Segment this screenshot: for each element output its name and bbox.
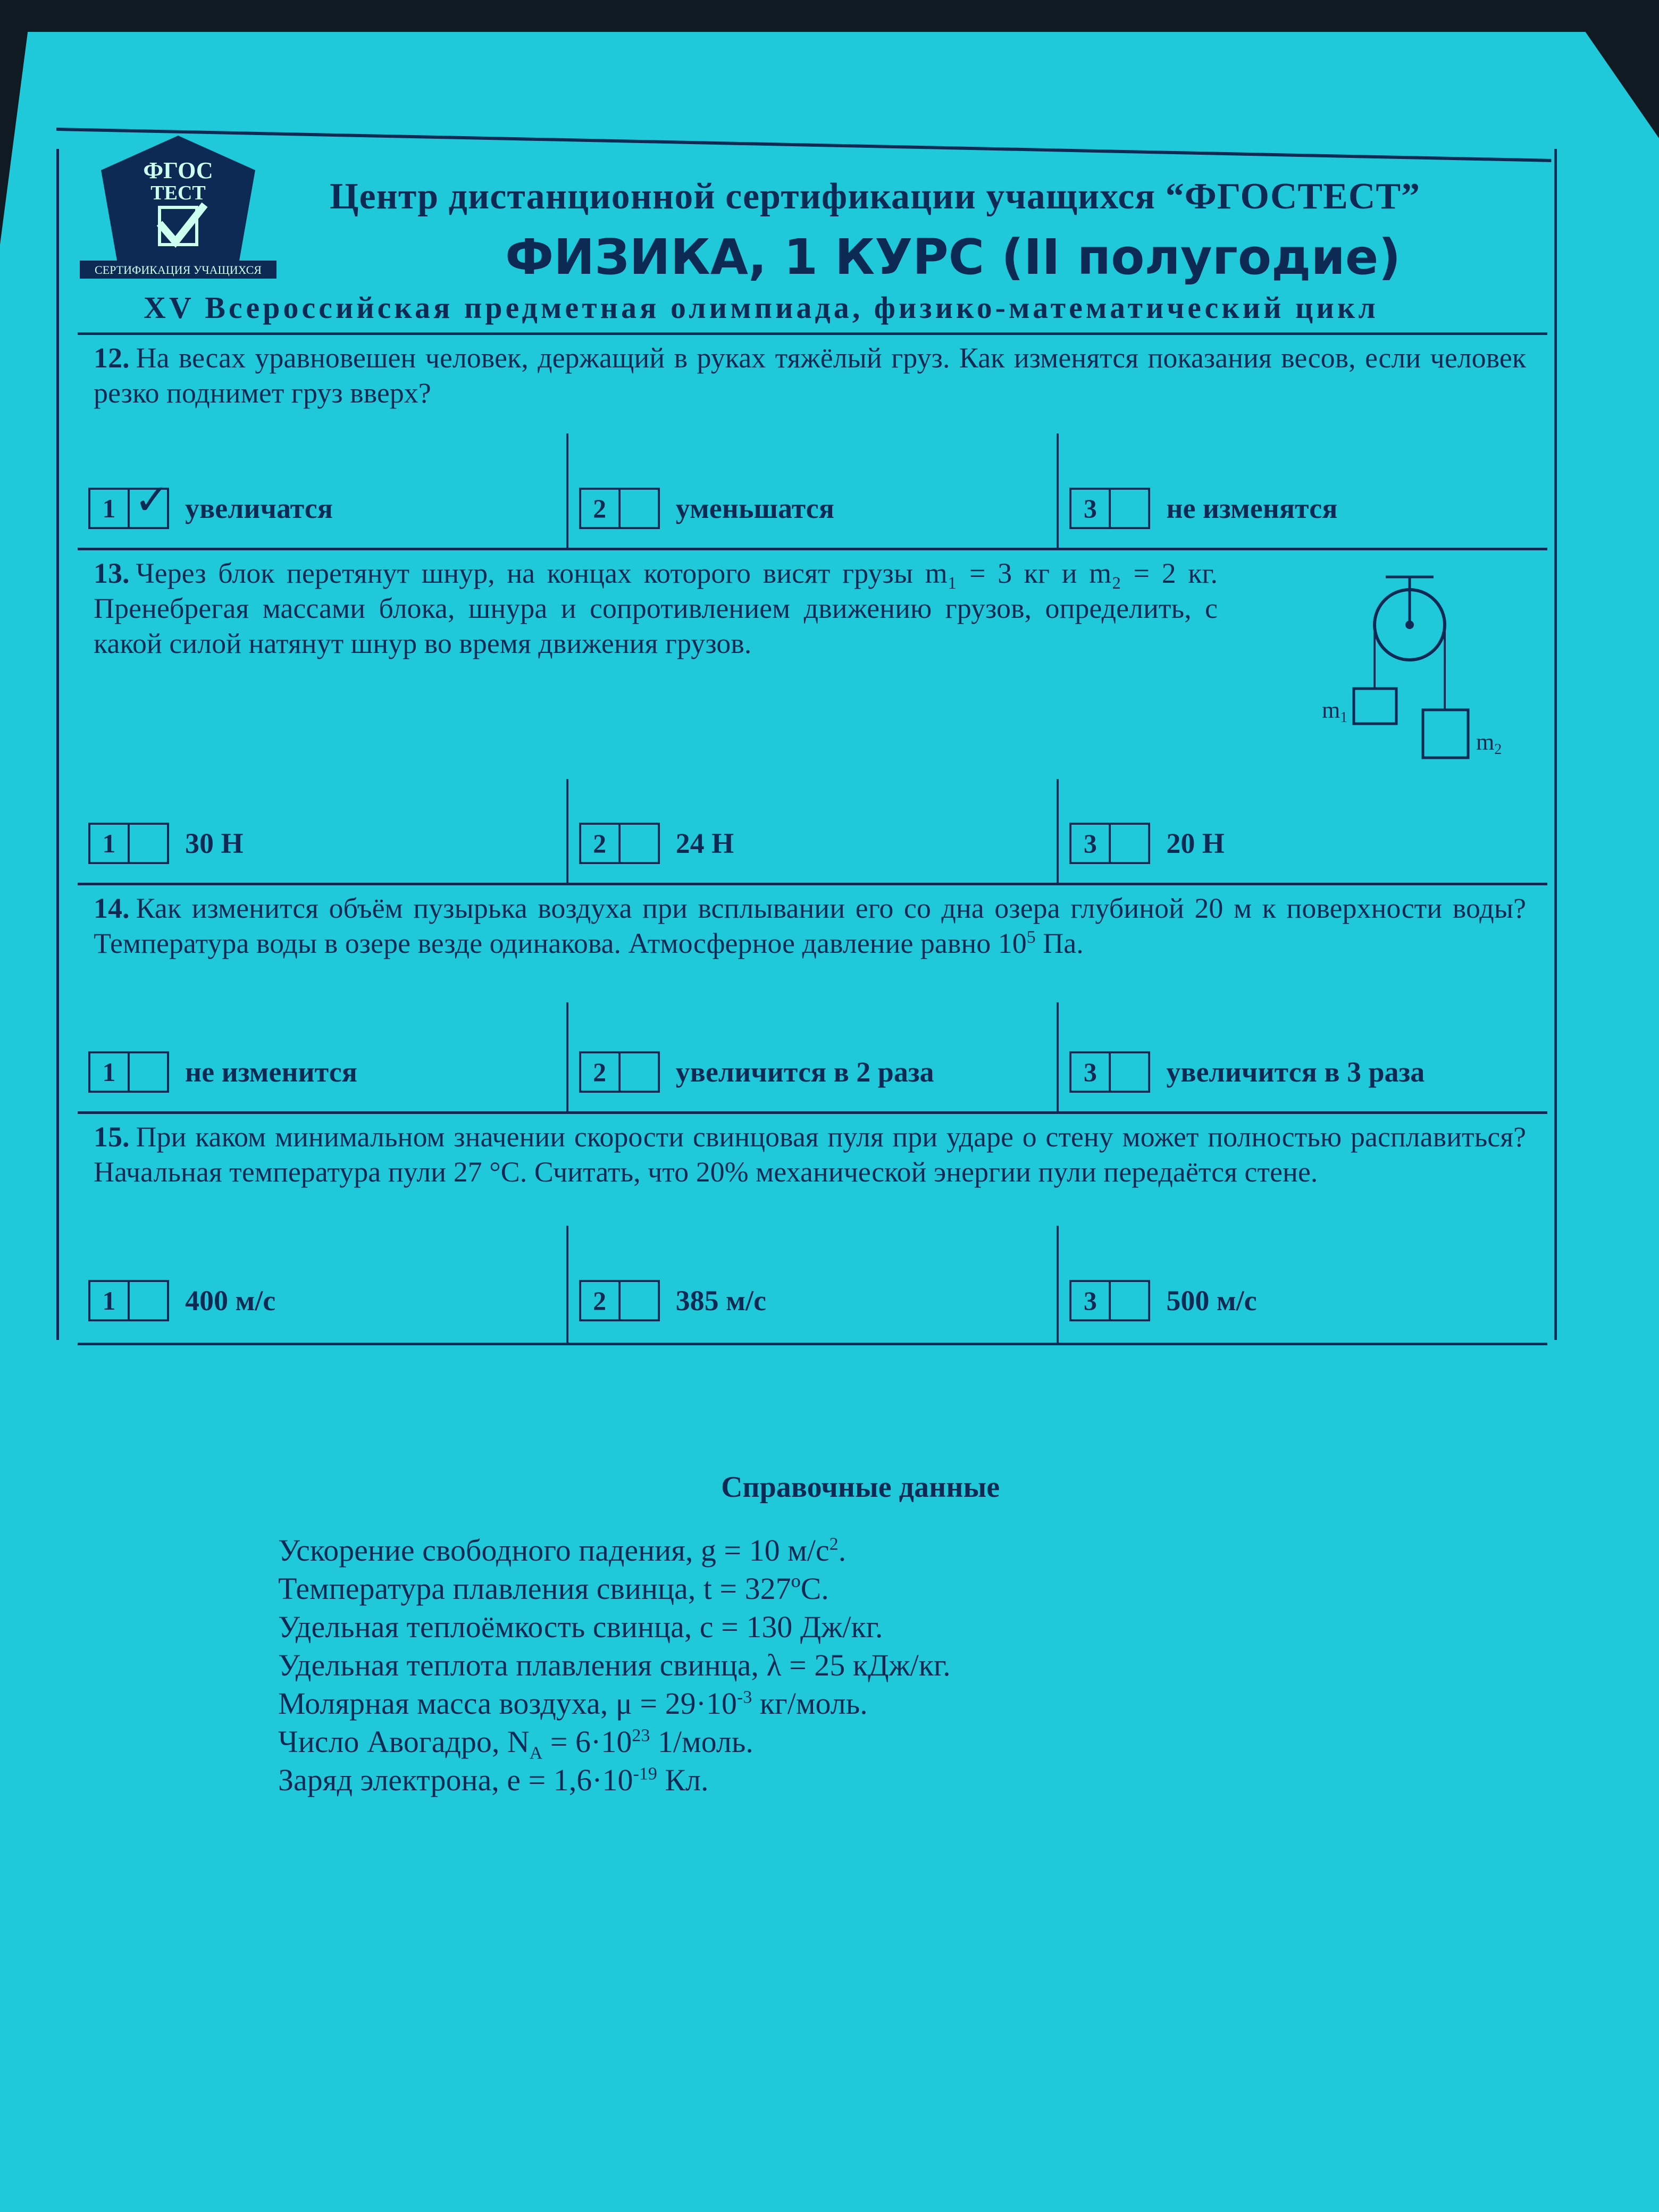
answer-checkbox[interactable]: [130, 477, 170, 529]
answer-option-1[interactable]: [78, 1002, 566, 1114]
option-number: 3: [1069, 1280, 1111, 1321]
answer-checkbox[interactable]: [621, 1280, 660, 1321]
option-number: 2: [579, 1280, 621, 1321]
question-number: 12.: [94, 342, 130, 374]
background-dark-right: [1563, 0, 1659, 138]
svg-text:СЕРТИФИКАЦИЯ УЧАЩИХСЯ: СЕРТИФИКАЦИЯ УЧАЩИХСЯ: [95, 263, 262, 276]
option-label: уменьшатся: [675, 492, 834, 524]
fgos-logo: [80, 133, 276, 282]
checkmark-icon: ✓: [134, 477, 170, 524]
question-text: При каком минимальном значении скорости свинцовая пуля при ударе о стену может полностью расплавиться? Начальная температура пули 27 °С. Считать, что 20% механической энергии пули передаётся стене.: [94, 1121, 1526, 1188]
question-14: [78, 883, 1547, 1114]
option-number: 3: [1069, 823, 1111, 864]
pressure-value: 10: [998, 927, 1027, 959]
option-label: 24 Н: [675, 827, 734, 859]
question-text: Как изменится объём пузырька воздуха при всплывании его со дна озера глубиной 20 м к поверхности воды? Температура воды в озере везде одинакова. Атмосферное давление равно: [94, 892, 1526, 959]
center-name: Центр дистанционной сертификации учащихся “ФГОСТЕСТ”: [330, 176, 1421, 217]
answer-option-2[interactable]: [566, 1226, 1057, 1343]
option-label: увеличатся: [185, 492, 333, 524]
answer-option-3[interactable]: [1057, 1002, 1547, 1114]
answer-option-3[interactable]: [1057, 433, 1547, 550]
background-dark-top: [0, 0, 1659, 32]
answer-option-1[interactable]: [78, 1226, 566, 1343]
answer-checkbox[interactable]: [130, 1280, 169, 1321]
answer-checkbox[interactable]: [1111, 1051, 1150, 1093]
question-number: 13.: [94, 557, 130, 589]
svg-text:ТЕСТ: ТЕСТ: [150, 182, 206, 204]
option-label: не изменится: [185, 1056, 357, 1088]
question-13: [78, 548, 1547, 885]
question-number: 15.: [94, 1121, 130, 1153]
answer-checkbox[interactable]: [621, 1051, 660, 1093]
answer-checkbox[interactable]: [1111, 1280, 1150, 1321]
reference-line: Молярная масса воздуха, $\mu = 29\cdot 10^{-3}$ кг/моль.: [278, 1686, 868, 1721]
option-label: 500 м/с: [1166, 1285, 1257, 1317]
answer-checkbox[interactable]: [1111, 823, 1150, 864]
option-label: 385 м/с: [675, 1285, 766, 1317]
page-title: ФИЗИКА, 1 КУРС (II полугодие): [505, 229, 1401, 286]
pulley-diagram: [1301, 566, 1545, 779]
answer-option-3[interactable]: [1057, 1226, 1547, 1343]
option-number: 2: [579, 823, 621, 864]
option-label: 20 Н: [1166, 827, 1225, 859]
svg-text:m2: m2: [1476, 729, 1502, 758]
svg-text:m1: m1: [1322, 697, 1348, 726]
reference-line: Число Авогадро, $N_A = 6\cdot 10^{23}$ 1/моль.: [278, 1724, 753, 1763]
background-dark-left: [0, 0, 32, 245]
answer-option-2[interactable]: [566, 779, 1057, 885]
option-label: увеличится в 3 раза: [1166, 1056, 1425, 1088]
olympiad-subtitle: XV Всероссийская предметная олимпиада, физико-математический цикл: [144, 290, 1379, 325]
reference-line: Заряд электрона, $е = 1,6\cdot 10^{-19}$ Кл.: [278, 1763, 709, 1797]
reference-title: Справочные данные: [720, 1471, 1000, 1504]
answer-checkbox[interactable]: [621, 488, 660, 529]
option-number: 1: [88, 488, 130, 529]
option-label: не изменятся: [1166, 492, 1338, 524]
answer-option-2[interactable]: [566, 433, 1057, 550]
answer-checkbox[interactable]: [130, 1051, 169, 1093]
option-label: 30 Н: [185, 827, 244, 859]
reference-line: Ускорение свободного падения, g = 10 $м/с^2$.: [278, 1533, 847, 1568]
pressure-unit: Па.: [1035, 927, 1084, 959]
option-number: 1: [88, 1280, 130, 1321]
reference-line: Температура плавления свинца, t = 327ºС.: [278, 1571, 829, 1606]
option-number: 1: [88, 823, 130, 864]
option-number: 3: [1069, 488, 1111, 529]
question-text: На весах уравновешен человек, держащий в руках тяжёлый груз. Как изменятся показания весов, если человек резко поднимет груз вверх?: [94, 342, 1526, 409]
answer-option-3[interactable]: [1057, 779, 1547, 885]
question-number: 14.: [94, 892, 130, 924]
svg-text:ФГОС: ФГОС: [143, 157, 213, 183]
option-label: 400 м/с: [185, 1285, 276, 1317]
option-number: 3: [1069, 1051, 1111, 1093]
reference-line: Удельная теплоёмкость свинца, с = 130 Дж/кг.: [278, 1610, 883, 1644]
option-label: увеличится в 2 раза: [675, 1056, 934, 1088]
answer-option-1[interactable]: [78, 779, 566, 885]
question-text: Через блок перетянут шнур, на концах которого висят грузы m₁ = 3 кг и m₂ = 2 кг. Пренебрегая массами блока, шнура и сопротивлением движению грузов, определить, с какой силой натянут шнур во время движения грузов.: [94, 557, 1218, 659]
question-15: [78, 1111, 1547, 1345]
option-number: 2: [579, 488, 621, 529]
pressure-exponent: 5: [1026, 927, 1036, 947]
answer-option-2[interactable]: [566, 1002, 1057, 1114]
option-number: 1: [88, 1051, 130, 1093]
answer-checkbox[interactable]: [621, 823, 660, 864]
reference-list: [278, 1531, 951, 1799]
question-12: [78, 332, 1547, 550]
answer-option-1[interactable]: [78, 433, 566, 550]
option-number: 2: [579, 1051, 621, 1093]
reference-line: Удельная теплота плавления свинца, λ = 25 кДж/кг.: [278, 1648, 951, 1682]
answer-checkbox[interactable]: [130, 823, 169, 864]
answer-checkbox[interactable]: [1111, 488, 1150, 529]
